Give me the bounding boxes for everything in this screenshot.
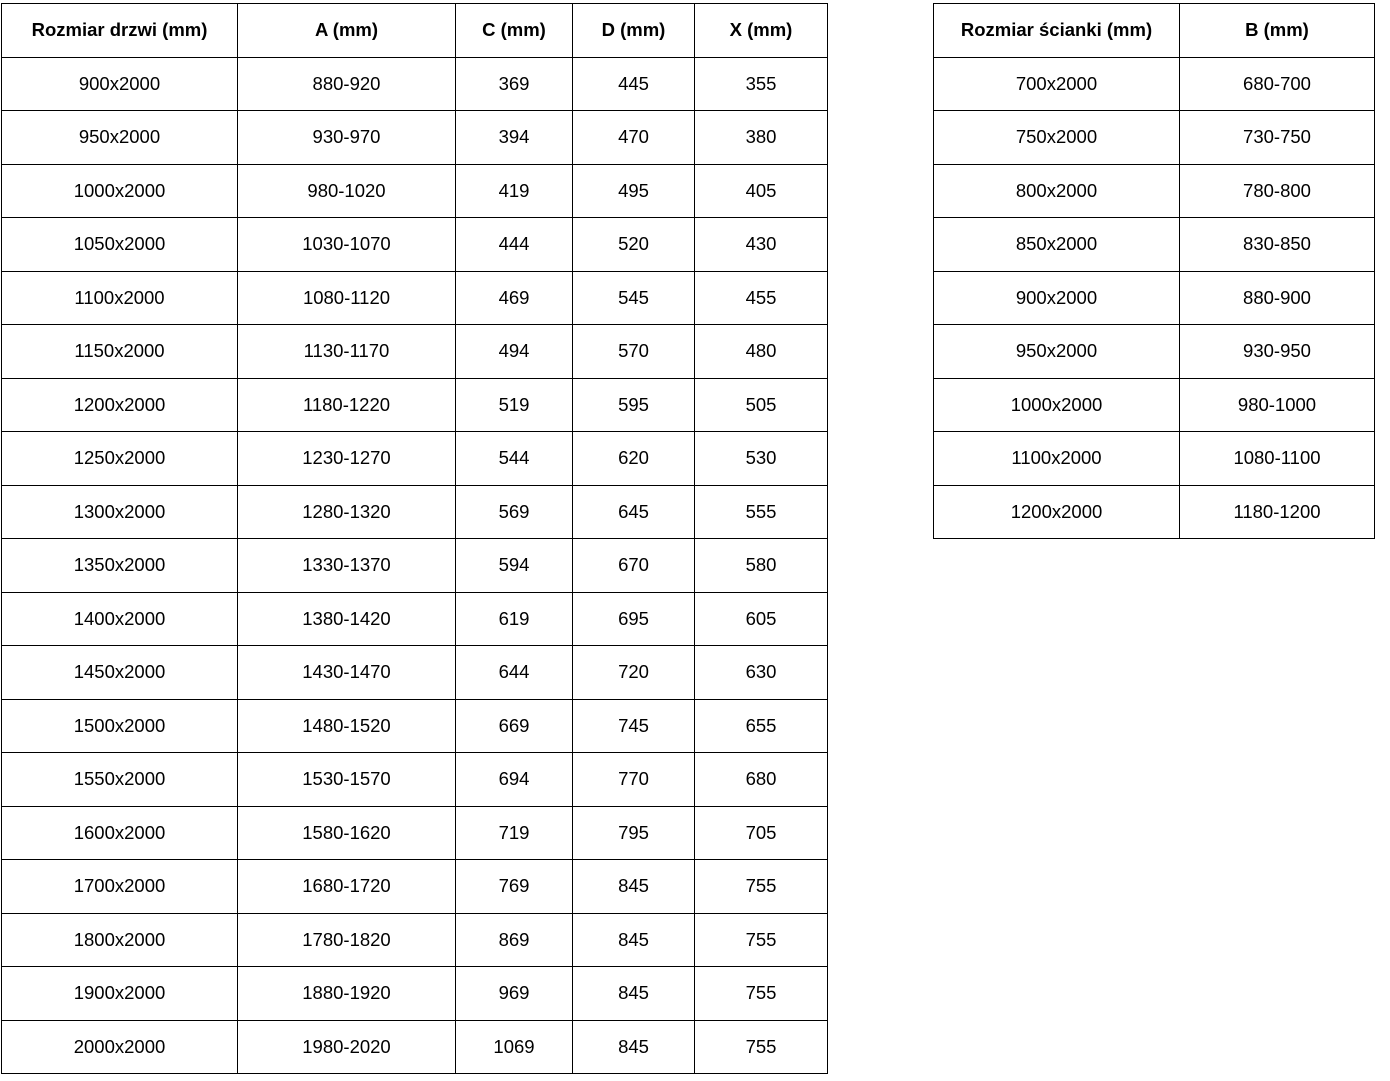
cell-c: 644	[456, 646, 573, 700]
cell-x: 455	[695, 271, 828, 325]
cell-x: 580	[695, 539, 828, 593]
cell-c: 619	[456, 592, 573, 646]
table-row	[934, 218, 1375, 272]
cell-door-size: 1600x2000	[2, 806, 238, 860]
cell-wall-size: 950x2000	[934, 325, 1180, 379]
cell-door-size: 1150x2000	[2, 325, 238, 379]
table-row	[934, 325, 1375, 379]
table-row	[2, 592, 828, 646]
table-header-row	[934, 4, 1375, 58]
cell-c: 694	[456, 753, 573, 807]
cell-door-size: 950x2000	[2, 111, 238, 165]
cell-door-size: 900x2000	[2, 57, 238, 111]
cell-c: 394	[456, 111, 573, 165]
table-header-row	[2, 4, 828, 58]
cell-x: 405	[695, 164, 828, 218]
table-row	[2, 485, 828, 539]
table-row	[2, 967, 828, 1021]
table-row	[2, 860, 828, 914]
cell-wall-size: 700x2000	[934, 57, 1180, 111]
cell-door-size: 1250x2000	[2, 432, 238, 486]
cell-door-size: 1700x2000	[2, 860, 238, 914]
cell-c: 369	[456, 57, 573, 111]
cell-b: 780-800	[1180, 164, 1375, 218]
table-row	[2, 378, 828, 432]
cell-b: 730-750	[1180, 111, 1375, 165]
cell-door-size: 1050x2000	[2, 218, 238, 272]
cell-wall-size: 1100x2000	[934, 432, 1180, 486]
cell-d: 520	[573, 218, 695, 272]
cell-d: 545	[573, 271, 695, 325]
cell-c: 719	[456, 806, 573, 860]
cell-c: 469	[456, 271, 573, 325]
cell-x: 530	[695, 432, 828, 486]
column-header-d: D (mm)	[573, 4, 695, 58]
doors-size-table	[1, 3, 828, 1074]
table-row	[2, 325, 828, 379]
cell-b: 1180-1200	[1180, 485, 1375, 539]
table-row	[2, 539, 828, 593]
cell-c: 769	[456, 860, 573, 914]
cell-d: 745	[573, 699, 695, 753]
cell-door-size: 1550x2000	[2, 753, 238, 807]
cell-door-size: 1900x2000	[2, 967, 238, 1021]
cell-door-size: 2000x2000	[2, 1020, 238, 1074]
cell-x: 755	[695, 860, 828, 914]
cell-c: 444	[456, 218, 573, 272]
table-row	[934, 164, 1375, 218]
cell-a: 1180-1220	[238, 378, 456, 432]
doors-table-body	[2, 57, 828, 1074]
cell-a: 1380-1420	[238, 592, 456, 646]
cell-c: 969	[456, 967, 573, 1021]
table-row	[2, 164, 828, 218]
column-header-c: C (mm)	[456, 4, 573, 58]
cell-d: 845	[573, 860, 695, 914]
cell-a: 1230-1270	[238, 432, 456, 486]
cell-wall-size: 750x2000	[934, 111, 1180, 165]
cell-x: 680	[695, 753, 828, 807]
cell-d: 845	[573, 967, 695, 1021]
cell-a: 930-970	[238, 111, 456, 165]
cell-a: 1680-1720	[238, 860, 456, 914]
cell-d: 645	[573, 485, 695, 539]
cell-door-size: 1000x2000	[2, 164, 238, 218]
cell-a: 1430-1470	[238, 646, 456, 700]
cell-d: 620	[573, 432, 695, 486]
table-row	[2, 218, 828, 272]
cell-door-size: 1300x2000	[2, 485, 238, 539]
cell-d: 570	[573, 325, 695, 379]
cell-d: 470	[573, 111, 695, 165]
column-header-a: A (mm)	[238, 4, 456, 58]
cell-d: 845	[573, 1020, 695, 1074]
column-header-door-size: Rozmiar drzwi (mm)	[2, 4, 238, 58]
wall-table-body	[934, 57, 1375, 539]
cell-x: 755	[695, 913, 828, 967]
cell-x: 705	[695, 806, 828, 860]
table-row	[2, 753, 828, 807]
cell-door-size: 1100x2000	[2, 271, 238, 325]
table-row	[2, 1020, 828, 1074]
cell-c: 544	[456, 432, 573, 486]
cell-x: 630	[695, 646, 828, 700]
cell-a: 1480-1520	[238, 699, 456, 753]
cell-b: 980-1000	[1180, 378, 1375, 432]
cell-d: 495	[573, 164, 695, 218]
cell-d: 670	[573, 539, 695, 593]
cell-a: 1130-1170	[238, 325, 456, 379]
cell-c: 569	[456, 485, 573, 539]
column-header-b: B (mm)	[1180, 4, 1375, 58]
table-row	[2, 646, 828, 700]
cell-x: 380	[695, 111, 828, 165]
table-row	[934, 111, 1375, 165]
table-row	[934, 432, 1375, 486]
cell-c: 594	[456, 539, 573, 593]
cell-b: 830-850	[1180, 218, 1375, 272]
cell-b: 880-900	[1180, 271, 1375, 325]
cell-c: 519	[456, 378, 573, 432]
cell-a: 1580-1620	[238, 806, 456, 860]
cell-a: 1980-2020	[238, 1020, 456, 1074]
cell-x: 480	[695, 325, 828, 379]
cell-door-size: 1400x2000	[2, 592, 238, 646]
cell-a: 1330-1370	[238, 539, 456, 593]
cell-a: 1780-1820	[238, 913, 456, 967]
cell-b: 680-700	[1180, 57, 1375, 111]
table-row	[934, 485, 1375, 539]
cell-c: 869	[456, 913, 573, 967]
table-row	[2, 699, 828, 753]
cell-a: 1880-1920	[238, 967, 456, 1021]
cell-d: 720	[573, 646, 695, 700]
cell-d: 445	[573, 57, 695, 111]
table-row	[934, 57, 1375, 111]
table-row	[934, 378, 1375, 432]
column-header-wall-size: Rozmiar ścianki (mm)	[934, 4, 1180, 58]
cell-door-size: 1200x2000	[2, 378, 238, 432]
cell-x: 605	[695, 592, 828, 646]
cell-b: 1080-1100	[1180, 432, 1375, 486]
cell-x: 755	[695, 1020, 828, 1074]
cell-b: 930-950	[1180, 325, 1375, 379]
cell-wall-size: 900x2000	[934, 271, 1180, 325]
cell-x: 430	[695, 218, 828, 272]
cell-d: 795	[573, 806, 695, 860]
table-row	[2, 806, 828, 860]
cell-c: 494	[456, 325, 573, 379]
cell-x: 505	[695, 378, 828, 432]
cell-d: 695	[573, 592, 695, 646]
cell-d: 595	[573, 378, 695, 432]
cell-c: 669	[456, 699, 573, 753]
cell-a: 880-920	[238, 57, 456, 111]
table-row	[2, 271, 828, 325]
cell-a: 1530-1570	[238, 753, 456, 807]
table-row	[2, 913, 828, 967]
cell-wall-size: 800x2000	[934, 164, 1180, 218]
cell-a: 1080-1120	[238, 271, 456, 325]
cell-a: 1280-1320	[238, 485, 456, 539]
cell-c: 1069	[456, 1020, 573, 1074]
cell-x: 555	[695, 485, 828, 539]
table-row	[2, 57, 828, 111]
wall-size-table	[933, 3, 1375, 539]
table-row	[2, 432, 828, 486]
wall-table-head	[934, 4, 1375, 58]
cell-x: 755	[695, 967, 828, 1021]
cell-c: 419	[456, 164, 573, 218]
cell-x: 355	[695, 57, 828, 111]
cell-door-size: 1350x2000	[2, 539, 238, 593]
cell-d: 845	[573, 913, 695, 967]
cell-d: 770	[573, 753, 695, 807]
table-row	[934, 271, 1375, 325]
cell-a: 980-1020	[238, 164, 456, 218]
cell-door-size: 1450x2000	[2, 646, 238, 700]
cell-wall-size: 850x2000	[934, 218, 1180, 272]
table-row	[2, 111, 828, 165]
cell-x: 655	[695, 699, 828, 753]
cell-a: 1030-1070	[238, 218, 456, 272]
cell-wall-size: 1200x2000	[934, 485, 1180, 539]
cell-door-size: 1500x2000	[2, 699, 238, 753]
doors-table-head	[2, 4, 828, 58]
cell-door-size: 1800x2000	[2, 913, 238, 967]
cell-wall-size: 1000x2000	[934, 378, 1180, 432]
column-header-x: X (mm)	[695, 4, 828, 58]
